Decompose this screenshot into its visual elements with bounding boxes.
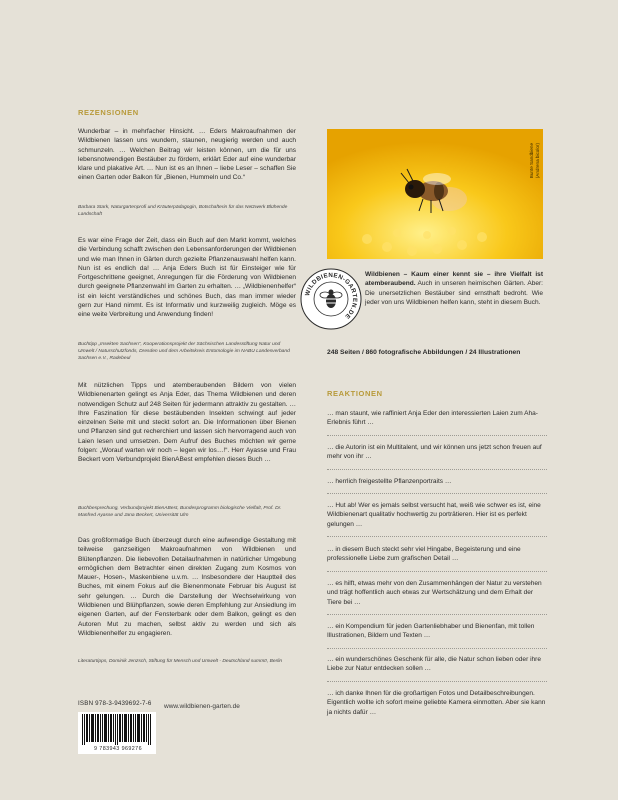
reaction-1: … man staunt, wie raffiniert Anja Eder den interessierten Laien zum Aha-Erlebnis führt … — [327, 409, 549, 428]
reaction-divider — [327, 493, 547, 494]
seal-logo — [300, 268, 362, 330]
reaction-divider — [327, 614, 547, 615]
reaction-4: … Hut ab! Wer es jemals selbst versucht hat, weiß wie schwer es ist, eine Wildbienenart qualitativ hochwertig zu porträtieren. Hier ist es perfekt gelungen … — [327, 501, 549, 529]
reaction-7: … ein Kompendium für jeden Gartenliebhaber und Bienenfan, mit tollen Illustrationen, Bildern und Texten … — [327, 622, 549, 641]
review-text-3: Mit nützlichen Tipps und atemberaubenden Bildern von vielen Wildbienenarten gelingt es Anja Eder, das Thema Wildbienen und deren notwendigen Schutz auf 248 Seiten für jedermann attraktiv zu gestalten. … Ihre Faszination für diese bestäubenden Insekten schwingt auf jeder einzelnen Seite mit und steckt sofort an. Die Informationen über Bienen und Pflanzen sind gut recherchiert und lassen sich hervorragend auch von Laien lesen und umsetzen. Dem Aufruf des Buches möchten wir gerne folgen: „Worauf warten wir noch – legen wir los…!“. Herr Ayasse und Frau Beckert vom Verbundprojekt BienABest empfehlen dieses Buch … — [78, 382, 296, 464]
promo-headline: Wildbienen – Kaum einer kennt sie – ihre Vielfalt ist atemberaubend. — [365, 271, 543, 288]
photo-caption-latin: (Andrena bicolor) — [535, 143, 540, 179]
section-title-reaktionen: REAKTIONEN — [327, 389, 383, 398]
seal-ring-text: WILDBIENEN-GARTEN.DE — [304, 271, 359, 321]
barcode-bars — [82, 714, 152, 745]
review-text-4: Das großformatige Buch überzeugt durch eine aufwendige Gestaltung mit teilweise ganzseitigen Makroaufnahmen von Wildbienen und Blütenpflanzen. Die liebevollen Detailaufnahmen in natürlicher Umgebung ermöglichen dem Betrachter einen direkten Zugang zum Kosmos von Mauer-, Hosen-, Maskenbiene u.v.m. … Insbesondere der Hauptteil des Buches, mit einem Fokus auf die Bienenmonate Februar bis August ist sehr gelungen. … Durch die Darstellung der Wechselwirkung von Wildbienen und Blühpflanzen, sowie deren Empfehlung zur Ansiedlung im eigenen Garten, auf der Fensterbank oder dem Balkon, gelingt es den Autoren Mut zu machen, selbst aktiv zu werden und sich als Wildbienenhelfer zu engagieren. — [78, 537, 296, 637]
barcode — [78, 712, 156, 754]
reaction-divider — [327, 571, 547, 572]
isbn-label: ISBN 978-3-9439692-7-6 — [78, 700, 152, 707]
reaction-8: … ein wunderschönes Geschenk für alle, die Natur schon lieben oder ihre Liebe zur Natur entdecken sollen … — [327, 655, 549, 674]
reaction-9: … ich danke Ihnen für die großartigen Fotos und Detailbeschreibungen. Eigentlich wollte ich sofort meine geliebte Kamera einmotten. Aber sie kann ja nichts dafür … — [327, 690, 546, 716]
review-citation-2: Buchtipp „Insekten Sachsen“, Kooperationsprojekt der Sächsischen Landesstiftung Natur und Umwelt / Naturschutzfonds, Dresden und dem Arbeitskreis Entomologie im NABU Landesverband Sachsen e.V., Radebeul — [78, 342, 290, 361]
reaction-6: … es hilft, etwas mehr von den Zusammenhängen der Natur zu verstehen und trägt hoffentlich auch etwas zur Wertschätzung und dem Erhalt der Tiere bei … — [327, 579, 549, 607]
reaction-3: … herrlich freigestellte Pflanzenportraits … — [327, 477, 549, 486]
bee-photo — [327, 129, 543, 259]
review-text-2: Es war eine Frage der Zeit, dass ein Buch auf den Markt kommt, welches die Verbindung schafft zwischen den Lebensanforderungen der Wildbienen und wie man Ihnen in Gärten durch gezielte Pflanzenauswahl helfen kann. Nun ist es endlich da! … Anja Eders Buch ist für Einsteiger wie für Fortgeschrittene geeignet, Anregungen für die Förderung von Wildbienen durch geeignete Pflanzenwahl im Garten zu erhalten. … „Wildbienenhelfer“ ist ein leicht verständliches und schönes Buch, das man immer wieder gern zur Hand nimmt. Es ist Informativ und kurzweilig zugleich. Möge es eine weite Verbreitung und Anwendung finden! — [78, 237, 296, 319]
review-citation-1: Barbara Stark, Naturgartenprofi und Kräuterpädagogin, Botschafterin für das Netzwerk Blühende Landschaft — [78, 205, 288, 217]
review-text-1: Wunderbar – in mehrfacher Hinsicht. … Eders Makroaufnahmen der Wildbienen lassen uns wundern, staunen, neugierig werden und auch schmunzeln. … Welchen Beitrag wir leisten können, um die für uns lebensnotwendigen Bestäuber zu fördern, erklärt Eder auf eine wunderbar klare und plakative Art. … Nun ist es an Ihnen – liebe Leser – schaffen Sie einen Garten oder Balkon für „Bienen, Hummeln und Co.“ — [78, 128, 296, 182]
website-url[interactable]: www.wildbienen-garten.de — [164, 703, 240, 710]
barcode-number: 9 783943 969276 — [94, 746, 142, 752]
review-citation-3: Buchbesprechung, Verbundprojekt BienABest, Bundesprogramm biologische Vielfalt, Prof. Dr. Manfred Ayasse und Jana Beckert, Universität Ulm — [78, 506, 282, 518]
photo-caption-name: Bunte Sandbiene — [529, 143, 534, 179]
promo-text — [365, 270, 543, 307]
reaction-2: … die Autorin ist ein Multitalent, und wir können uns jetzt schon freuen auf mehr von ihr … — [327, 443, 549, 462]
wildbienen-garten-seal — [300, 268, 362, 330]
reaction-divider — [327, 536, 547, 537]
reaction-divider — [327, 469, 547, 470]
section-title-rezensionen: REZENSIONEN — [78, 108, 139, 117]
reaction-5: … in diesem Buch steckt sehr viel Hingabe, Begeisterung und eine professionelle Liebe zum grafischen Detail … — [327, 545, 549, 564]
review-citation-4: Literaturtipps, Dominik Jenzsch, Stiftung für Mensch und Umwelt - Deutschland summt!, Berlin — [78, 659, 283, 664]
photo-caption — [529, 143, 541, 178]
promo-body: Auch in unseren heimischen Gärten. Aber: Die unersetzlichen Bestäuber sind ernsthaft bedroht. Wie jeder von uns Wildbienen helfen kann, steht in diesem Buch. — [365, 280, 543, 306]
book-specs: 248 Seiten / 860 fotografische Abbildungen / 24 Illustrationen — [327, 349, 521, 356]
bee-on-flower-illustration — [327, 129, 543, 259]
reaction-divider — [327, 681, 547, 682]
reaction-divider — [327, 648, 547, 649]
reaction-divider — [327, 435, 547, 436]
